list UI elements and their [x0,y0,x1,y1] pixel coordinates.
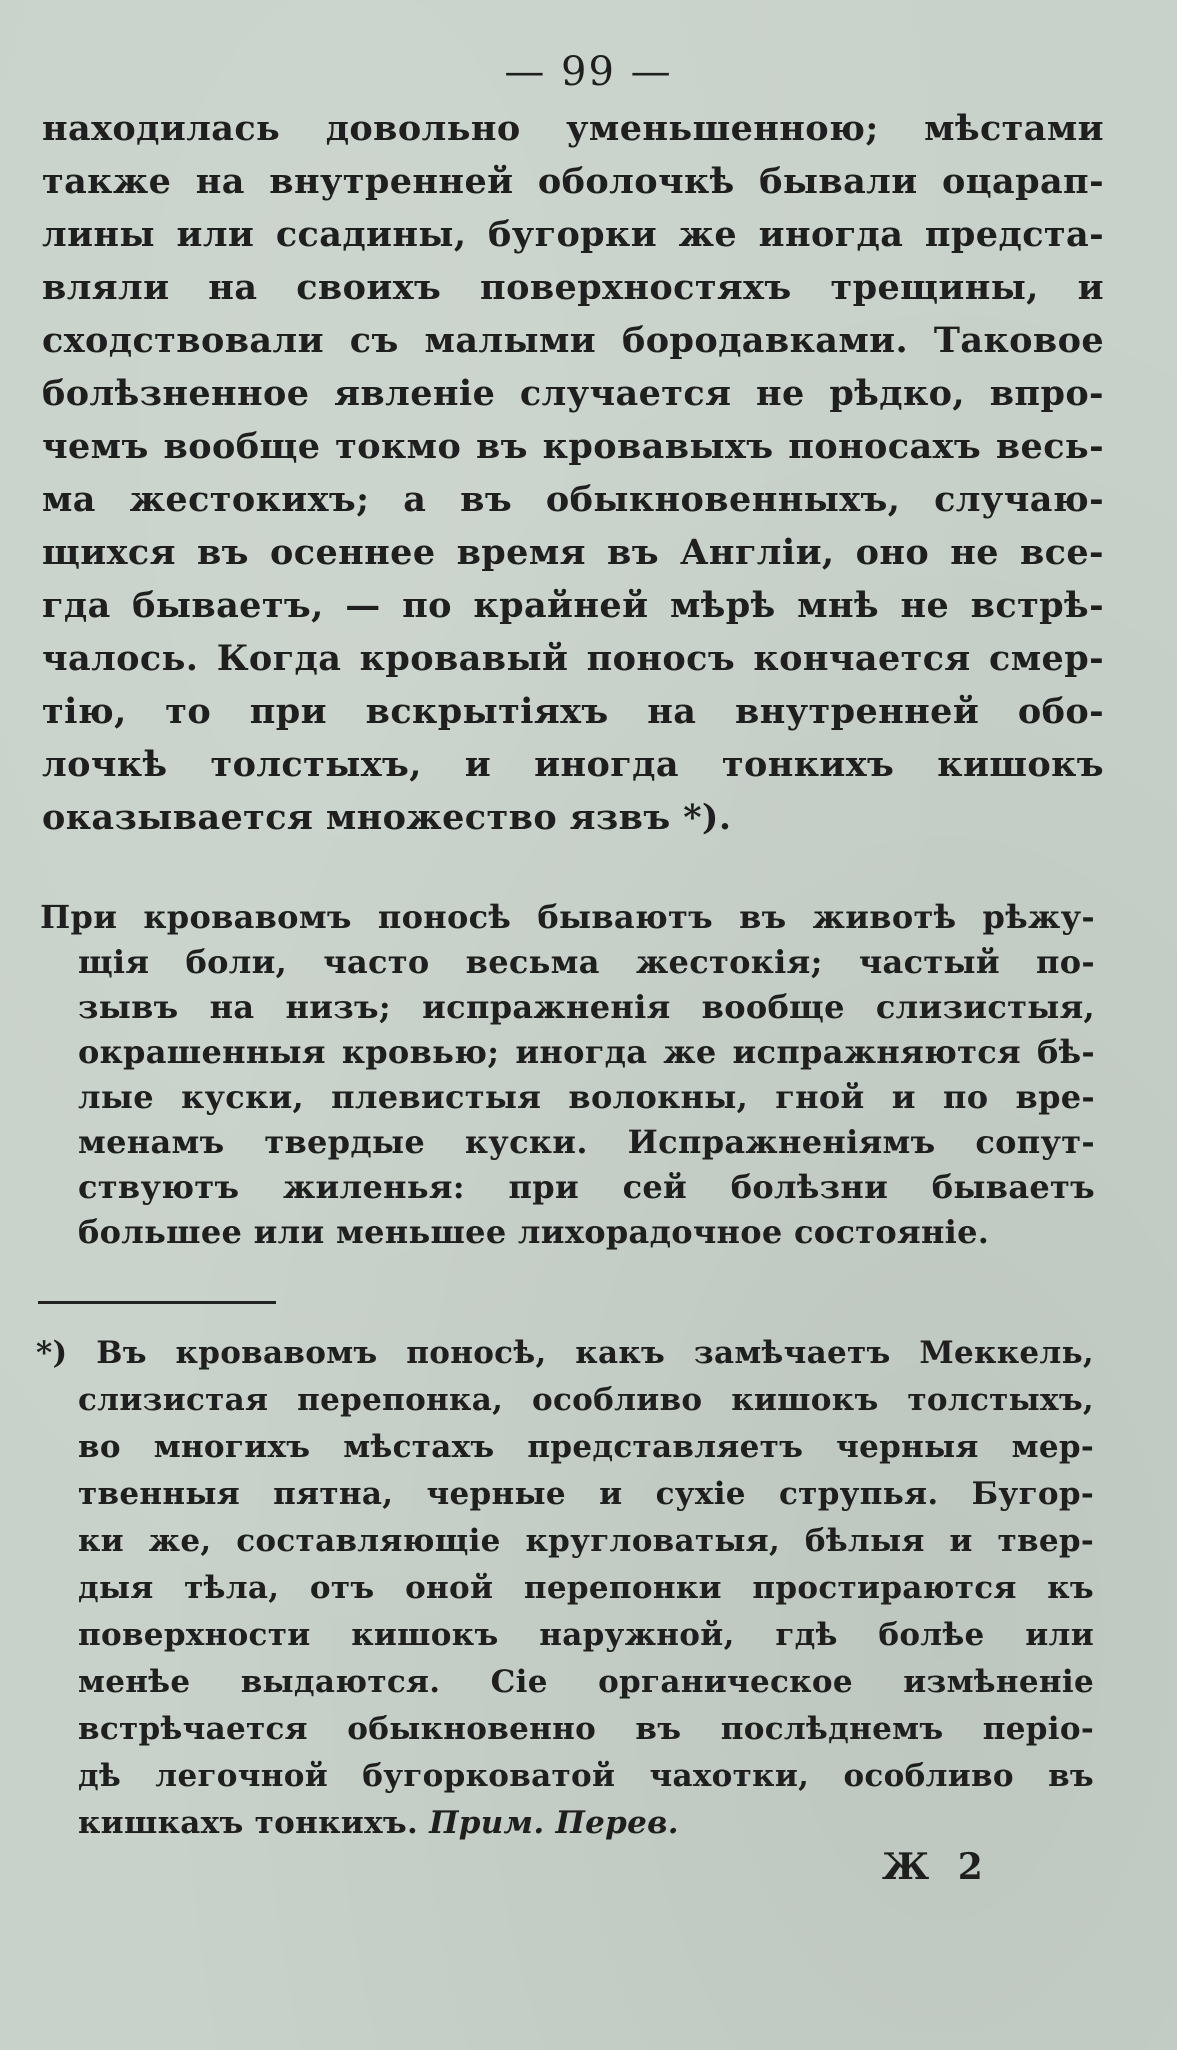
footnote-line: кишкахъ тонкихъ. [78,1805,419,1841]
text-line: ма жестокихъ; а въ обыкновенныхъ, случаю- [42,479,1104,520]
page-number: — 99 — [504,49,673,95]
footnote-line: *) Въ кровавомъ поносѣ, какъ замѣчаетъ Меккель, [36,1335,1094,1371]
text-line: щихся въ осеннее время въ Англіи, оно не все- [42,532,1104,573]
footnote-line: дыя тѣла, отъ оной перепонки простираются къ [78,1570,1094,1606]
text-line: большее или меньшее лихорадочное состояніе. [78,1213,990,1251]
text-line: тію, то при вскрытіяхъ на внутренней обо- [42,691,1104,732]
footnote-line: слизистая перепонка, особливо кишокъ толстыхъ, [78,1382,1094,1418]
text-line: чалось. Когда кровавый поносъ кончается смер- [42,638,1104,679]
text-line: окрашенныя кровью; иногда же испражняются бѣ- [78,1033,1095,1071]
text-line: сходствовали съ малыми бородавками. Таковое [42,320,1104,361]
text-line: При кровавомъ поносѣ бываютъ въ животѣ рѣжу- [40,898,1095,936]
text-line: ствуютъ жиленья: при сей болѣзни бываетъ [78,1168,1095,1206]
text-line: менамъ твердые куски. Испражненіямъ сопут- [78,1123,1095,1161]
footnote-line: поверхности кишокъ наружной, гдѣ болѣе или [78,1617,1094,1653]
footnote-line: ки же, составляющіе кругловатыя, бѣлыя и твер- [78,1523,1094,1559]
footnote-line: встрѣчается обыкновенно въ послѣднемъ періо- [78,1711,1094,1747]
footnote-attribution: Прим. Перев. [429,1805,679,1841]
text-line: находилась довольно уменьшенною; мѣстами [42,108,1104,149]
text-line: болѣзненное явленіе случается не рѣдко, впро- [42,373,1104,414]
footnote-separator-rule [38,1301,276,1304]
text-line: оказывается множество язвъ *). [42,797,732,838]
text-line: гда бываетъ, — по крайней мѣрѣ мнѣ не встрѣ- [42,585,1104,626]
text-line: лины или ссадины, бугорки же иногда предста- [42,214,1104,255]
text-line: лые куски, плевистыя волокны, гной и по вре- [78,1078,1095,1116]
footnote-line: во многихъ мѣстахъ представляетъ черныя мер- [78,1429,1094,1465]
footnote-last-line [78,1805,1094,1841]
text-line: чемъ вообще токмо въ кровавыхъ поносахъ весь- [42,426,1104,467]
text-line: также на внутренней оболочкѣ бывали оцарап- [42,161,1104,202]
text-line: щія боли, часто весьма жестокія; частый по- [78,943,1095,981]
footnote-line: менѣе выдаются. Сіе органическое измѣненіе [78,1664,1094,1700]
text-line: вляли на своихъ поверхностяхъ трещины, и [42,267,1104,308]
text-line: лочкѣ толстыхъ, и иногда тонкихъ кишокъ [42,744,1104,785]
footnote-line: дѣ легочной бугорковатой чахотки, особливо въ [78,1758,1094,1794]
text-line: зывъ на низъ; испражненія вообще слизистыя, [78,988,1095,1026]
catchword-signature: Ж 2 [882,1846,991,1888]
footnote-line: твенныя пятна, черные и сухіе струпья. Бугор- [78,1476,1094,1512]
